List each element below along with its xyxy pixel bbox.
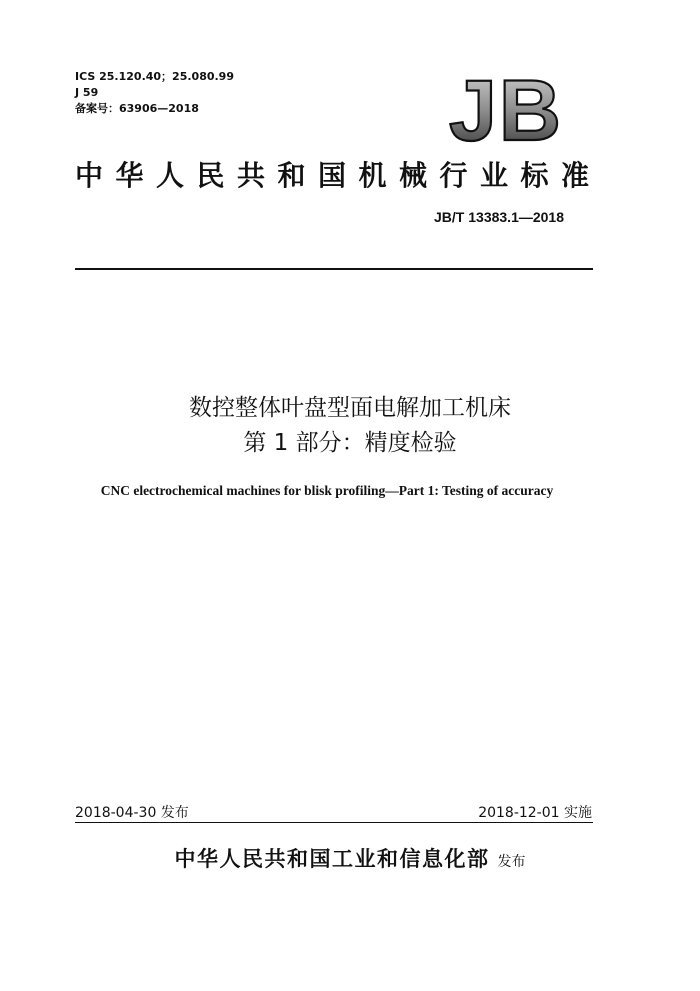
ccs-code: J 59 <box>75 86 99 99</box>
standard-number: JB/T 13383.1—2018 <box>434 209 564 225</box>
issue-date: 2018-04-30 发布 <box>75 805 189 821</box>
industry-standard-title: 中华人民共和国机械行业标准 <box>75 159 602 192</box>
ics-code: ICS 25.120.40；25.080.99 <box>75 70 234 83</box>
document-title-line2: 第 1 部分：精度检验 <box>243 430 457 456</box>
issuer-suffix: 发布 <box>497 854 526 870</box>
top-divider <box>75 268 593 270</box>
bottom-divider <box>75 822 593 823</box>
issuer-name: 中华人民共和国工业和信息化部 <box>174 847 490 871</box>
implementation-date: 2018-12-01 实施 <box>478 805 592 821</box>
english-title: CNC electrochemical machines for blisk profiling—Part 1: Testing of accuracy <box>100 483 554 498</box>
jb-logo <box>440 72 572 148</box>
jb-logo-text: JB <box>449 72 563 148</box>
issuer-block <box>0 843 700 873</box>
document-title-line1: 数控整体叶盘型面电解加工机床 <box>189 395 511 421</box>
record-number: 备案号：63906—2018 <box>75 102 199 115</box>
